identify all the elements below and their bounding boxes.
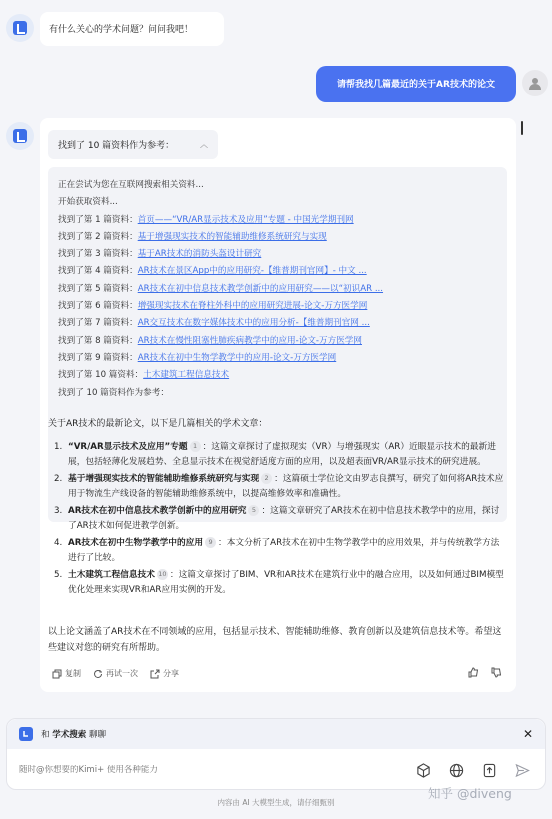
answer-list (54, 440, 506, 600)
source-item: 找到了第 8 篇资料：AR技术在慢性阻塞性肺疾病教学中的应用-论文-万方医学网 (58, 335, 362, 346)
input-tools (414, 761, 531, 779)
citation-badge[interactable]: 1 (190, 441, 201, 452)
source-item: 找到了第 6 篇资料：增强现实技术在脊柱外科中的应用研究进展-论文-万方医学网 (58, 301, 368, 312)
academic-search-icon (19, 727, 33, 741)
answer-intro: 关于AR技术的最新论文，以下是几篇相关的学术文章： (48, 419, 268, 429)
citation-badge[interactable]: 10 (158, 570, 167, 578)
copy-icon (52, 669, 62, 679)
ai-disclaimer: 内容由 AI 大模型生成，请仔细甄别 (217, 798, 335, 807)
cube-icon[interactable] (414, 761, 432, 779)
source-item: 找到了第 3 篇资料：基于AR技术的消防头盔设计研究 (58, 249, 262, 260)
greeting-bubble: 有什么关心的学术问题？问问我吧！ (40, 12, 224, 46)
source-item: 找到了第 10 篇资料：土木建筑工程信息技术 (58, 370, 230, 381)
kimi-avatar (6, 14, 34, 42)
list-item: 1. “VR/AR显示技术及应用”专题 1 ：这篇文章探讨了虚拟现实（VR）与增强现实（AR）近眼显示技术的最新进展，包括轻薄化发展趋势、全息显示技术在视觉舒适度方面的应用，以及超表面VR/AR显示技术的研究进展。 (54, 442, 496, 467)
source-link[interactable]: AR技术在景区App中的应用研究-【维普期刊官网】- 中文 ... (137, 266, 367, 277)
user-icon (528, 76, 542, 90)
answer-summary: 以上论文涵盖了AR技术在不同领域的应用，包括显示技术、智能辅助维修、教育创新以及建筑信息技术等。希望这些建议对您的研究有所帮助。 (48, 627, 502, 653)
share-button[interactable]: 分享 (150, 668, 179, 679)
chevron-up-icon: ︿ (200, 140, 208, 149)
user-avatar (522, 70, 548, 96)
list-item: 3. AR技术在初中信息技术教学创新中的应用研究 5 ：这篇文章研究了AR技术在初中信息技术教学中的应用，探讨了AR技术如何促进教学创新。 (54, 506, 500, 531)
mode-bar: 和 学术搜索 聊聊 ✕ (7, 719, 545, 749)
list-item: 2. 基于增强现实技术的智能辅助维修系统研究与实现 2 ：这篇硕士学位论文由罗志良撰写，研究了如何将AR技术应用于物流生产线设备的智能辅助维修系统中，以提高维修效率和准确性。 (54, 474, 504, 499)
source-link[interactable]: 基于增强现实技术的智能辅助维修系统研究与实现 (137, 231, 327, 242)
text-cursor (521, 121, 523, 135)
source-link[interactable]: 土木建筑工程信息技术 (143, 370, 230, 381)
globe-icon[interactable] (447, 761, 465, 779)
citation-badge[interactable]: 9 (205, 537, 216, 548)
source-item: 找到了第 9 篇资料：AR技术在初中生物学教学中的应用-论文-万方医学网 (58, 352, 337, 363)
source-item: 找到了第 5 篇资料：AR技术在初中信息技术教学创新中的应用研究——以“初识AR ... (58, 283, 384, 294)
watermark: 知乎 @diveng (428, 786, 512, 801)
upload-icon[interactable] (480, 761, 498, 779)
source-link[interactable]: AR技术在慢性阻塞性肺疾病教学中的应用-论文-万方医学网 (137, 335, 362, 346)
sources-toggle[interactable] (48, 130, 218, 159)
search-status: 正在尝试为您在互联网搜索相关资料... (58, 180, 204, 190)
source-link[interactable]: 增强现实技术在脊柱外科中的应用研究进展-论文-万方医学网 (137, 301, 368, 312)
chat-input[interactable] (19, 765, 319, 775)
user-message-bubble: 请帮我找几篇最近的关于AR技术的论文 (316, 66, 516, 102)
refresh-icon (93, 669, 103, 679)
search-status: 开始获取资料... (58, 197, 118, 208)
source-item: 找到了第 4 篇资料：AR技术在景区App中的应用研究-【维普期刊官网】- 中文 ... (58, 266, 367, 277)
chat-input-panel (6, 718, 546, 790)
list-item: 4. AR技术在初中生物学教学中的应用 9 ：本文分析了AR技术在初中生物学教学中的应用效果，并与传统教学方法进行了比较。 (54, 538, 500, 563)
thumbs-down-icon[interactable] (491, 667, 502, 678)
source-link[interactable]: AR技术在初中生物学教学中的应用-论文-万方医学网 (137, 352, 337, 363)
source-link[interactable]: AR技术在初中信息技术教学创新中的应用研究——以“初识AR ... (137, 283, 384, 294)
copy-button[interactable]: 复制 (52, 668, 81, 679)
source-item: 找到了第 2 篇资料：基于增强现实技术的智能辅助维修系统研究与实现 (58, 231, 327, 242)
mode-name: 学术搜索 (52, 730, 87, 740)
source-link[interactable]: 基于AR技术的消防头盔设计研究 (137, 249, 262, 260)
sources-toggle-label: 找到了 10 篇资料作为参考： (58, 141, 175, 151)
message-actions (52, 668, 179, 679)
source-item: 找到了第 1 篇资料：首页——“VR/AR显示技术及应用”专题 - 中国光学期刊网 (58, 214, 354, 225)
close-icon[interactable]: ✕ (522, 727, 533, 741)
search-status: 找到了 10 篇资料作为参考： (58, 387, 169, 398)
source-link[interactable]: 首页——“VR/AR显示技术及应用”专题 - 中国光学期刊网 (137, 214, 354, 225)
thumbs-up-icon[interactable] (468, 667, 479, 678)
share-icon (150, 669, 160, 679)
citation-badge[interactable]: 2 (261, 473, 272, 484)
list-item: 5. 土木建筑工程信息技术 10 ：这篇文章探讨了BIM、VR和AR技术在建筑行业中的融合应用，以及如何通过BIM模型优化处理来实现VR和AR应用实例的开发。 (54, 570, 504, 595)
citation-badge[interactable]: 5 (248, 505, 259, 516)
source-item: 找到了第 7 篇资料：AR交互技术在数字媒体技术中的应用分析-【维普期刊官网 ... (58, 318, 370, 329)
retry-button[interactable]: 再试一次 (93, 668, 138, 679)
source-link[interactable]: AR交互技术在数字媒体技术中的应用分析-【维普期刊官网 ... (137, 318, 370, 329)
answer-card (40, 118, 516, 692)
send-icon[interactable] (513, 761, 531, 779)
kimi-avatar (6, 122, 34, 150)
feedback-buttons (468, 667, 502, 678)
